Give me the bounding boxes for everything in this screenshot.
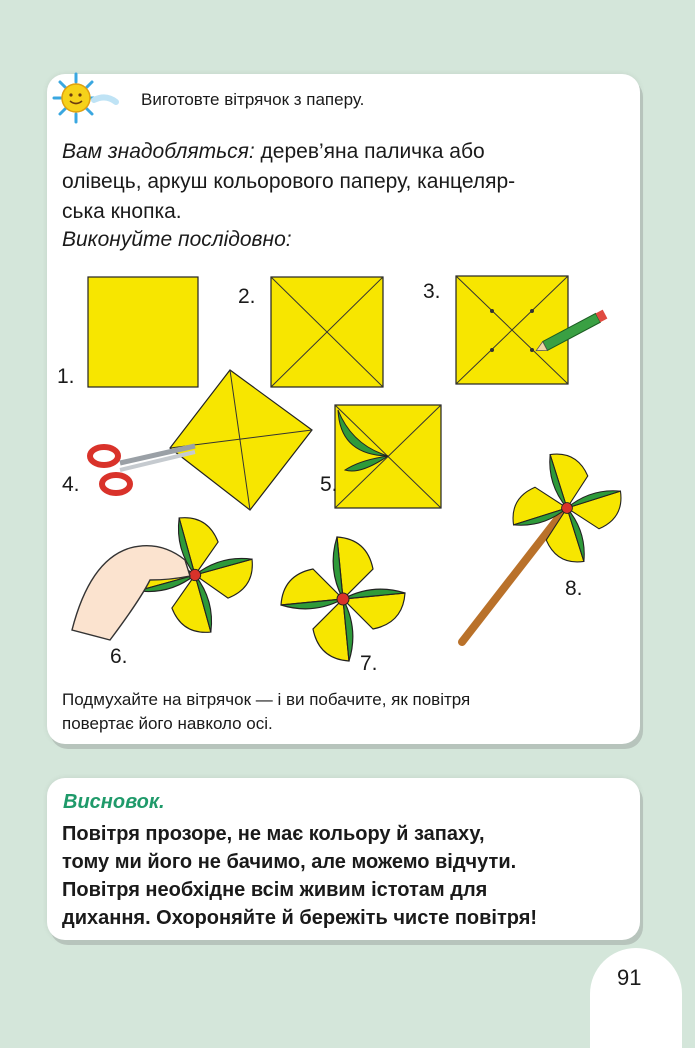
bottom-note-line2: повертає його навколо осі. <box>62 714 273 733</box>
step-label-8: 8. <box>565 577 583 600</box>
conclusion-line1: Повітря прозоре, не має кольору й запаху, <box>62 823 485 845</box>
page-number-tab <box>590 948 682 1048</box>
step-label-1: 1. <box>57 365 75 388</box>
bottom-note <box>62 688 622 736</box>
materials-line3: ська кнопка. <box>62 200 182 223</box>
step-label-6: 6. <box>110 645 128 668</box>
step5-square <box>335 405 441 508</box>
sequence-label: Виконуйте послідовно: <box>62 228 292 251</box>
conclusion-line2: тому ми його не бачимо, але можемо відчути. <box>62 851 517 873</box>
conclusion-line4: дихання. Охороняйте й бережіть чисте повітря! <box>62 907 538 929</box>
step8-pinwheel <box>501 442 633 574</box>
hand-drawing <box>72 546 190 640</box>
step-label-3: 3. <box>423 280 441 303</box>
conclusion-line3: Повітря необхідне всім живим істотам для <box>62 879 488 901</box>
page-number: 91 <box>617 965 642 990</box>
materials-line2: олівець, аркуш кольорового паперу, канцеляр- <box>62 170 516 193</box>
step-label-7: 7. <box>360 652 378 675</box>
stick <box>462 508 566 642</box>
step1-square <box>88 277 198 387</box>
materials-line1: дерев’яна паличка або <box>260 140 485 163</box>
step4-square <box>90 370 312 510</box>
step3-square <box>456 276 607 384</box>
conclusion-title: Висновок. <box>63 791 165 813</box>
step2-square <box>271 277 383 387</box>
bottom-note-line1: Подмухайте на вітрячок — і ви побачите, як повітря <box>62 690 471 709</box>
conclusion-text <box>62 820 642 932</box>
step-label-5: 5. <box>320 473 338 496</box>
step7-pinwheel <box>281 537 405 661</box>
step-label-4: 4. <box>62 473 80 496</box>
intro-text: Виготовте вітрячок з паперу. <box>141 90 365 109</box>
materials-lead: Вам знадобляться: <box>62 140 255 163</box>
step-label-2: 2. <box>238 285 256 308</box>
